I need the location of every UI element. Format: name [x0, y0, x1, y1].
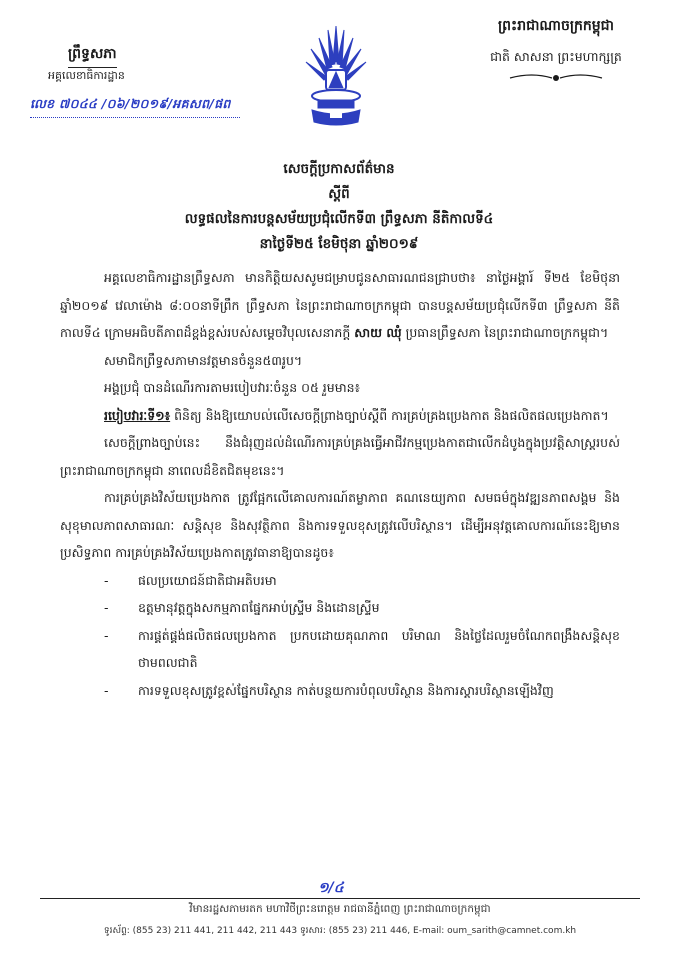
reference-number: លេខ ៧០៤៤ /០៦/២០១៩/អគសព/ផព	[30, 96, 231, 111]
agenda-text: ពិនិត្យ និងឱ្យយោបល់លើសេចក្ដីព្រាងច្បាប់ស្ដីពី ការគ្រប់គ្រងប្រេងកាត និងផលិតផលប្រេងកាត។	[170, 407, 609, 423]
kingdom-title: ព្រះរាជាណាចក្រកម្ពុជា	[497, 18, 614, 34]
page-number: ១/៤	[318, 880, 344, 896]
announcement-body	[60, 264, 620, 704]
paragraph-5: ការគ្រប់គ្រងវិស័យប្រេងកាត ត្រូវផ្អែកលើគោលការណ៍តម្លាភាព គណនេយ្យភាព សមធម៌ក្នុងវឌ្ឍនភាពសង្គម និងសុខុមាលភាពសាធារណៈ សន្តិសុខ និងសុវត្ថិភាព និងការទទួលខុសត្រូវលើបរិស្ថាន។ ដើម្បីអនុវត្តគោលការណ៍នេះឱ្យមានប្រសិទ្ធភាព ការគ្រប់គ្រងវិស័យប្រេងកាតត្រូវធានាឱ្យបានដូច៖	[60, 490, 620, 560]
title-line-1: សេចក្ដីប្រកាសព័ត៌មាន	[283, 161, 395, 177]
senate-emblem-icon	[300, 22, 372, 132]
title-line-3: លទ្ធផលនៃការបន្តសម័យប្រជុំលើកទី៣ ព្រឹទ្ធសភា នីតិកាលទី៤	[184, 211, 494, 227]
paragraph-4: សេចក្ដីព្រាងច្បាប់នេះ នឹងជំរុញដល់ដំណើរការគ្រប់គ្រងធ្វើអាជីវកម្មប្រេងកាតជាលើកដំបូងក្នុងប្រវត្តិសាស្ត្ររបស់ព្រះរាជាណាចក្រកម្ពុជា នាពេលដ៏ខិតជិតមុខនេះ។	[60, 435, 620, 478]
footer-address: វិមានរដ្ឋសភាមរតក មហាវិថីព្រះនរោត្តម រាជធានីភ្នំពេញ ព្រះរាជាណាចក្រកម្ពុជា	[189, 903, 491, 915]
president-name: សាយ ឈុំ	[354, 325, 402, 340]
principles-list	[60, 567, 620, 705]
paragraph-1: អគ្គលេខាធិការដ្ឋានព្រឹទ្ធសភា មានកិត្តិយសសូមជម្រាបជូនសាធារណជនជ្រាបថា៖ នាថ្ងៃអង្គារ៍ ទី២៥ ខែមិថុនា ឆ្នាំ២០១៩ វេលាម៉ោង ៨:០០នាទីព្រឹក ព្រឹទ្ធសភា នៃព្រះរាជាណាចក្រកម្ពុជា បានបន្តសម័យប្រជុំលើកទី៣ ព្រឹទ្ធសភា នីតិកាលទី៤ ក្រោមអធិបតីភាពដ៏ខ្ពង់ខ្ពស់របស់សម្ដេចវិបុលសេនាភក្ដី សាយ ឈុំ ប្រធានព្រឹទ្ធសភា នៃព្រះរាជាណាចក្រកម្ពុជា។	[60, 270, 620, 340]
announcement-title	[40, 157, 638, 257]
reference-underline	[30, 117, 240, 118]
department-name: អគ្គលេខាធិការដ្ឋាន	[48, 69, 125, 82]
paragraph-2: សមាជិកព្រឹទ្ធសភាមានវត្តមានចំនួន៥៣រូប។	[104, 352, 303, 368]
institution-name: ព្រឹទ្ធសភា	[68, 44, 117, 68]
list-item: - ផលប្រយោជន៍ជាតិជាអតិបរមា	[104, 567, 620, 595]
paragraph-3: អង្គប្រជុំ បានដំណើរការតាមរបៀបវារៈចំនួន ០៥ រួមមាន៖	[104, 380, 361, 395]
list-item: - ឧត្តមានុវត្តក្នុងសកម្មភាពផ្នែកអាប់ស្ទ្រីម និងដោនស្ទ្រីម	[104, 594, 620, 622]
national-motto: ជាតិ សាសនា ព្រះមហាក្សត្រ	[490, 49, 622, 64]
ornament-divider-icon	[508, 72, 604, 84]
agenda-label: របៀបវារៈទី១៖	[104, 407, 171, 423]
list-item: - ការទទួលខុសត្រូវខ្ពស់ផ្នែកបរិស្ថាន កាត់បន្ថយការបំពុលបរិស្ថាន និងការស្ដារបរិស្ថានឡើងវិញ	[104, 677, 620, 705]
agenda-item-1	[60, 402, 620, 430]
kingdom-header	[446, 16, 666, 88]
footer-divider	[40, 898, 640, 899]
list-item: - ការផ្គត់ផ្គង់ផលិតផលប្រេងកាត ប្រកបដោយគុណភាព បរិមាណ និងថ្លៃដែលរួមចំណែកពង្រឹងសន្តិសុខថាមពលជាតិ	[104, 622, 620, 677]
footer-contact: ទូរស័ព្ទ: (855 23) 211 441, 211 442, 211 443 ទូរសារ: (855 23) 211 446, E-mail: oum_sarith@camnet.com.kh	[103, 926, 577, 936]
title-line-4: នាថ្ងៃទី២៥ ខែមិថុនា ឆ្នាំ២០១៩	[259, 236, 419, 252]
title-line-2: ស្ដីពី	[328, 186, 350, 202]
